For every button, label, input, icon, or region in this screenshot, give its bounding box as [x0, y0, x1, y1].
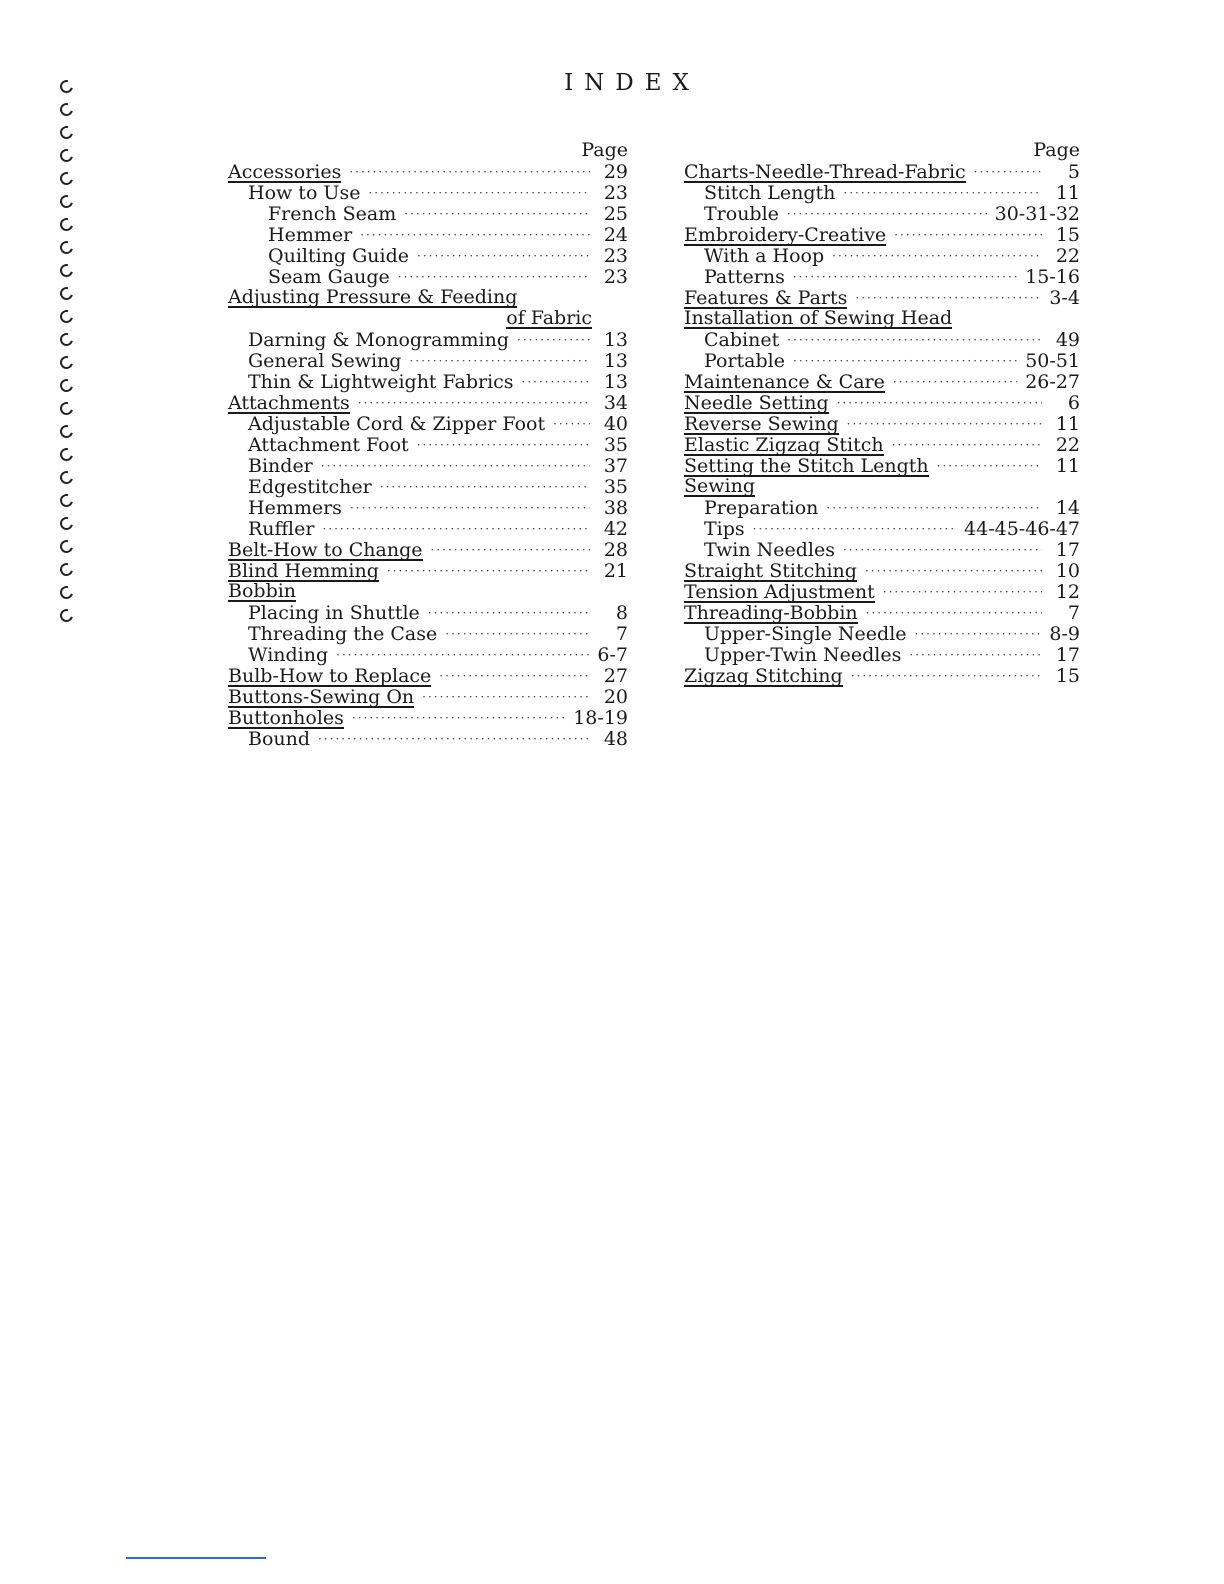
entry-label: Installation of Sewing Head: [684, 307, 953, 329]
entry-page-number: 49: [1055, 329, 1080, 351]
index-entry: [684, 393, 1080, 414]
index-column-right: [684, 138, 1080, 687]
dot-leader: [417, 435, 590, 456]
dot-leader: [380, 477, 590, 498]
entry-label: Upper-Twin Needles: [704, 644, 902, 666]
entry-page-number: 26-27: [1025, 371, 1080, 393]
index-entry: [684, 582, 1080, 603]
index-entry: [684, 624, 1080, 645]
entry-label: Accessories: [228, 161, 342, 183]
dot-leader: [915, 624, 1042, 645]
entry-label: Needle Setting: [684, 392, 829, 414]
entry-label: Buttonholes: [228, 707, 344, 729]
entry-label: of Fabric: [506, 307, 592, 329]
dot-leader: [439, 666, 590, 687]
index-entry: [684, 162, 1080, 183]
entry-label: General Sewing: [248, 350, 402, 372]
binding-hole: [58, 584, 76, 602]
entry-label: Quilting Guide: [268, 245, 410, 267]
entry-label: How to Use: [248, 182, 361, 204]
dot-leader: [428, 603, 590, 624]
entry-label: Cabinet: [704, 329, 780, 351]
entry-page-number: 22: [1055, 434, 1080, 456]
index-entry: [228, 162, 628, 183]
entry-label: Upper-Single Needle: [704, 623, 907, 645]
entry-page-number: 23: [603, 266, 628, 288]
entry-label: Reverse Sewing: [684, 413, 839, 435]
entry-page-number: 14: [1055, 497, 1080, 519]
entry-label: French Seam: [268, 203, 397, 225]
entry-page-number: 6: [1067, 392, 1080, 414]
dot-leader: [847, 414, 1042, 435]
dot-leader: [322, 519, 590, 540]
entry-page-number: 18-19: [573, 707, 628, 729]
dot-leader: [360, 225, 590, 246]
index-entry: [228, 414, 628, 435]
dot-leader: [417, 246, 590, 267]
binding-hole: [58, 538, 76, 556]
entry-page-number: 17: [1055, 539, 1080, 561]
index-entry: [684, 603, 1080, 624]
binding-hole: [58, 423, 76, 441]
dot-leader: [358, 393, 590, 414]
entry-page-number: 44-45-46-47: [964, 518, 1080, 540]
index-entry: [684, 435, 1080, 456]
index-entry: [228, 288, 628, 309]
binding-hole: [58, 101, 76, 119]
entry-label: Adjusting Pressure & Feeding: [228, 286, 518, 308]
entry-label: Thin & Lightweight Fabrics: [248, 371, 514, 393]
index-list-left: [228, 162, 628, 750]
entry-label: With a Hoop: [704, 245, 825, 267]
index-entry: [228, 435, 628, 456]
entry-page-number: 30-31-32: [994, 203, 1080, 225]
index-entry: [228, 372, 628, 393]
index-entry: [228, 456, 628, 477]
binding-hole: [58, 262, 76, 280]
entry-label: Blind Hemming: [228, 560, 379, 582]
entry-page-number: 20: [603, 686, 628, 708]
entry-page-number: 35: [603, 434, 628, 456]
entry-page-number: 29: [603, 161, 628, 183]
entry-label: Elastic Zigzag Stitch: [684, 434, 884, 456]
dot-leader: [832, 246, 1042, 267]
entry-page-number: 12: [1055, 581, 1080, 603]
index-entry: [684, 330, 1080, 351]
page-title: INDEX: [564, 70, 700, 96]
binding-hole: [58, 170, 76, 188]
index-entry: [228, 645, 628, 666]
binding-holes: [18, 20, 88, 840]
entry-label: Twin Needles: [704, 539, 835, 561]
dot-leader: [866, 603, 1042, 624]
entry-label: Straight Stitching: [684, 560, 857, 582]
binding-hole: [58, 308, 76, 326]
entry-label: Embroidery-Creative: [684, 224, 887, 246]
entry-page-number: 27: [603, 665, 628, 687]
dot-leader: [787, 204, 987, 225]
footer-rule: [126, 1557, 266, 1559]
index-entry: [228, 183, 628, 204]
dot-leader: [937, 456, 1042, 477]
entry-page-number: 22: [1055, 245, 1080, 267]
dot-leader: [974, 162, 1042, 183]
dot-leader: [368, 183, 590, 204]
entry-page-number: 37: [603, 455, 628, 477]
dot-leader: [865, 561, 1042, 582]
dot-leader: [837, 393, 1042, 414]
binding-hole: [58, 331, 76, 349]
entry-page-number: 48: [603, 728, 628, 750]
entry-page-number: 23: [603, 182, 628, 204]
entry-page-number: 13: [603, 350, 628, 372]
entry-page-number: 13: [603, 371, 628, 393]
entry-label: Stitch Length: [704, 182, 836, 204]
dot-leader: [553, 414, 590, 435]
index-entry: [228, 246, 628, 267]
entry-label: Hemmers: [248, 497, 342, 519]
index-entry: [228, 519, 628, 540]
dot-leader: [517, 330, 590, 351]
index-entry: [228, 582, 628, 603]
entry-label: Bulb-How to Replace: [228, 665, 432, 687]
index-entry: [684, 288, 1080, 309]
entry-label: Tension Adjustment: [684, 581, 875, 603]
entry-page-number: 35: [603, 476, 628, 498]
dot-leader: [422, 687, 590, 708]
entry-label: Portable: [704, 350, 785, 372]
entry-page-number: 11: [1055, 182, 1080, 204]
entry-page-number: 24: [603, 224, 628, 246]
index-column-left: [228, 138, 628, 750]
index-entry: [684, 414, 1080, 435]
dot-leader: [843, 183, 1042, 204]
entry-label: Adjustable Cord & Zipper Foot: [248, 413, 546, 435]
dot-leader: [352, 708, 565, 729]
entry-page-number: 6-7: [597, 644, 628, 666]
entry-page-number: 50-51: [1025, 350, 1080, 372]
index-entry: [228, 351, 628, 372]
dot-leader: [893, 372, 1017, 393]
entry-label: Features & Parts: [684, 287, 848, 309]
entry-label: Buttons-Sewing On: [228, 686, 415, 708]
entry-page-number: 15: [1055, 224, 1080, 246]
index-entry: [684, 309, 1080, 330]
index-entry: [684, 267, 1080, 288]
dot-leader: [894, 225, 1042, 246]
binding-hole: [58, 607, 76, 625]
dot-leader: [826, 498, 1042, 519]
binding-hole: [58, 239, 76, 257]
dot-leader: [522, 372, 590, 393]
index-entry: [228, 477, 628, 498]
binding-hole: [58, 354, 76, 372]
index-entry: [684, 645, 1080, 666]
entry-label: Bobbin: [228, 580, 297, 602]
dot-leader: [398, 267, 590, 288]
entry-label: Hemmer: [268, 224, 353, 246]
binding-hole: [58, 216, 76, 234]
entry-page-number: 11: [1055, 413, 1080, 435]
index-entry: [228, 561, 628, 582]
index-entry: [228, 603, 628, 624]
entry-label: Bound: [248, 728, 311, 750]
dot-leader: [431, 540, 590, 561]
entry-label: Threading-Bobbin: [684, 602, 858, 624]
binding-hole: [58, 193, 76, 211]
entry-page-number: 5: [1067, 161, 1080, 183]
entry-label: Setting the Stitch Length: [684, 455, 929, 477]
entry-page-number: 13: [603, 329, 628, 351]
entry-page-number: 8-9: [1049, 623, 1080, 645]
index-entry: [228, 729, 628, 750]
binding-hole: [58, 147, 76, 165]
binding-hole: [58, 446, 76, 464]
entry-label: Preparation: [704, 497, 819, 519]
index-entry: [684, 456, 1080, 477]
entry-label: Trouble: [704, 203, 779, 225]
dot-leader: [336, 645, 589, 666]
dot-leader: [851, 666, 1042, 687]
index-entry: [228, 393, 628, 414]
index-entry: [684, 540, 1080, 561]
index-entry: [684, 561, 1080, 582]
index-entry: [228, 225, 628, 246]
index-entry: [684, 246, 1080, 267]
entry-page-number: 7: [1067, 602, 1080, 624]
entry-label: Binder: [248, 455, 313, 477]
page-column-heading: Page: [1033, 139, 1080, 161]
binding-hole: [58, 561, 76, 579]
dot-leader: [787, 330, 1042, 351]
index-entry: [684, 498, 1080, 519]
index-entry: [228, 267, 628, 288]
dot-leader: [404, 204, 590, 225]
entry-page-number: 15-16: [1025, 266, 1080, 288]
entry-page-number: 21: [603, 560, 628, 582]
index-entry: [228, 708, 628, 729]
dot-leader: [793, 267, 1017, 288]
entry-page-number: 3-4: [1049, 287, 1080, 309]
index-entry: [228, 666, 628, 687]
entry-label: Maintenance & Care: [684, 371, 885, 393]
index-entry: [684, 204, 1080, 225]
binding-hole: [58, 285, 76, 303]
entry-page-number: 28: [603, 539, 628, 561]
entry-label: Zigzag Stitching: [684, 665, 843, 687]
entry-label: Seam Gauge: [268, 266, 390, 288]
page-column-heading: Page: [581, 139, 628, 161]
entry-page-number: 10: [1055, 560, 1080, 582]
binding-hole: [58, 492, 76, 510]
entry-label: Tips: [704, 518, 745, 540]
dot-leader: [855, 288, 1041, 309]
dot-leader: [753, 519, 956, 540]
index-list-right: [684, 162, 1080, 687]
entry-page-number: 38: [603, 497, 628, 519]
dot-leader: [793, 351, 1017, 372]
entry-page-number: 17: [1055, 644, 1080, 666]
binding-hole: [58, 377, 76, 395]
index-entry: [228, 624, 628, 645]
index-entry: [684, 519, 1080, 540]
dot-leader: [409, 351, 590, 372]
dot-leader: [909, 645, 1042, 666]
dot-leader: [843, 540, 1042, 561]
entry-label: Charts-Needle-Thread-Fabric: [684, 161, 966, 183]
entry-page-number: 34: [603, 392, 628, 414]
index-entry: [228, 309, 628, 330]
index-entry: [228, 540, 628, 561]
entry-label: Belt-How to Change: [228, 539, 423, 561]
entry-label: Threading the Case: [248, 623, 438, 645]
entry-label: Darning & Monogramming: [248, 329, 509, 351]
entry-page-number: 40: [603, 413, 628, 435]
entry-label: Placing in Shuttle: [248, 602, 420, 624]
index-entry: [228, 498, 628, 519]
dot-leader: [350, 498, 590, 519]
dot-leader: [321, 456, 590, 477]
dot-leader: [883, 582, 1042, 603]
entry-label: Winding: [248, 644, 329, 666]
entry-page-number: 8: [615, 602, 628, 624]
index-entry: [228, 687, 628, 708]
entry-page-number: 7: [615, 623, 628, 645]
index-entry: [684, 351, 1080, 372]
entry-label: Sewing: [684, 475, 755, 497]
binding-hole: [58, 515, 76, 533]
index-entry: [228, 330, 628, 351]
dot-leader: [349, 162, 590, 183]
entry-label: Edgestitcher: [248, 476, 372, 498]
entry-label: Attachment Foot: [248, 434, 409, 456]
dot-leader: [445, 624, 590, 645]
entry-label: Attachments: [228, 392, 350, 414]
index-entry: [684, 372, 1080, 393]
index-entry: [684, 666, 1080, 687]
binding-hole: [58, 400, 76, 418]
entry-label: Ruffler: [248, 518, 315, 540]
entry-page-number: 15: [1055, 665, 1080, 687]
dot-leader: [892, 435, 1042, 456]
index-entry: [684, 477, 1080, 498]
index-entry: [684, 183, 1080, 204]
entry-page-number: 11: [1055, 455, 1080, 477]
index-entry: [228, 204, 628, 225]
index-entry: [684, 225, 1080, 246]
entry-page-number: 42: [603, 518, 628, 540]
entry-page-number: 23: [603, 245, 628, 267]
entry-page-number: 25: [603, 203, 628, 225]
binding-hole: [58, 469, 76, 487]
dot-leader: [387, 561, 590, 582]
dot-leader: [318, 729, 590, 750]
entry-label: Patterns: [704, 266, 785, 288]
binding-hole: [58, 124, 76, 142]
